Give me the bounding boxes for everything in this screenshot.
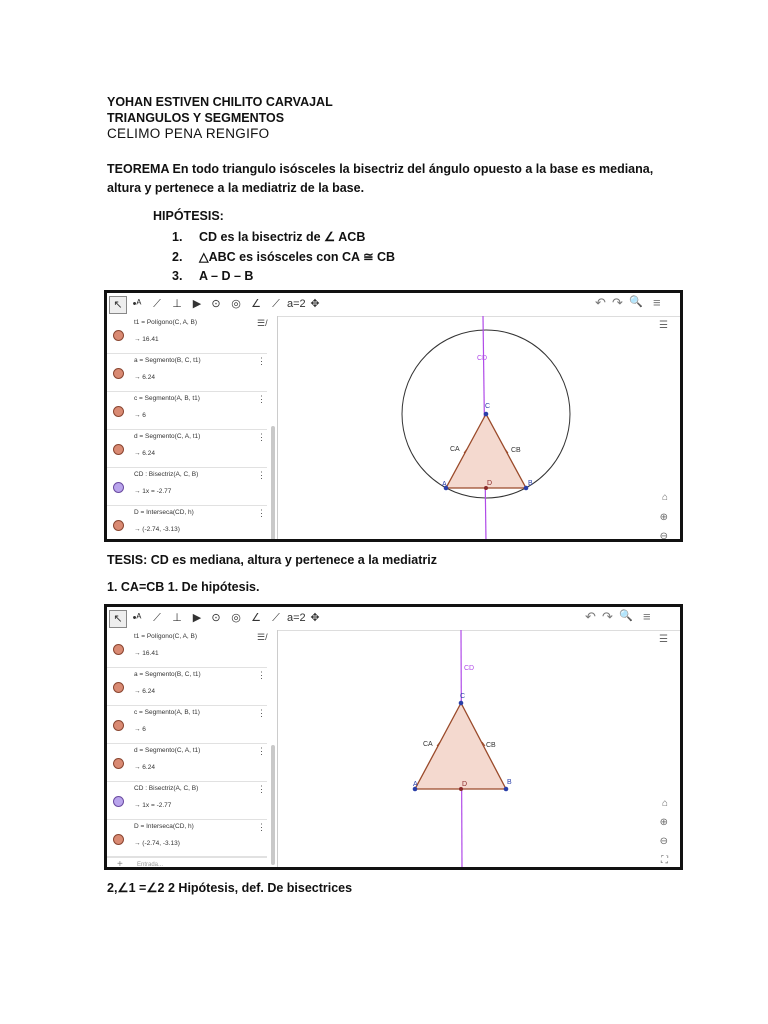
author-name: YOHAN ESTIVEN CHILITO CARVAJAL: [107, 95, 333, 109]
hypothesis-item: 3. A – D – B: [172, 269, 254, 283]
more-icon[interactable]: ⋮: [257, 670, 266, 680]
teacher-name: CELIMO PENA RENGIFO: [107, 126, 270, 141]
point-c[interactable]: [459, 701, 464, 706]
label-a: A: [442, 481, 447, 488]
input-bar[interactable]: [107, 856, 267, 870]
topic-title: TRIANGULOS Y SEGMENTOS: [107, 111, 285, 125]
hypothesis-list: [172, 228, 395, 287]
label-a: A: [413, 781, 418, 788]
more-icon[interactable]: ⋮: [257, 356, 266, 366]
visibility-toggle[interactable]: [113, 406, 124, 417]
label-b: B: [528, 480, 533, 487]
polygon-tool-icon[interactable]: ▶: [192, 298, 202, 310]
visibility-toggle[interactable]: [113, 330, 124, 341]
polygon-tool-icon[interactable]: ▶: [192, 612, 202, 624]
more-icon[interactable]: ⋮: [257, 394, 266, 404]
line-tool-icon[interactable]: ⟋: [153, 612, 161, 624]
visibility-toggle[interactable]: [113, 758, 124, 769]
algebra-row[interactable]: a = Segmento(B, C, t1) → 6.24 ⋮: [107, 668, 267, 706]
circle-three-points-icon[interactable]: ◎: [231, 612, 241, 624]
geogebra-window-1: [104, 290, 683, 542]
algebra-row[interactable]: t1 = Polígono(C, A, B) → 16.41: [107, 316, 267, 354]
style-bar-icon[interactable]: ☰: [659, 634, 668, 645]
menu-icon[interactable]: ≡: [653, 295, 661, 310]
geogebra-toolbar: [107, 293, 680, 317]
label-c: C: [485, 403, 491, 410]
circle-tool-icon[interactable]: ⊙: [211, 298, 221, 310]
redo-icon[interactable]: ↷: [612, 295, 623, 310]
hypothesis-item: 1. CD es la bisectriz de ∠ ACB: [172, 230, 366, 244]
zoom-in-icon[interactable]: ⊕: [659, 817, 668, 828]
label-d: D: [462, 781, 468, 788]
angle-tool-icon[interactable]: ∠: [251, 612, 261, 624]
visibility-toggle[interactable]: [113, 368, 124, 379]
more-icon[interactable]: ⋮: [257, 432, 266, 442]
label-b: B: [507, 779, 512, 786]
reflect-tool-icon[interactable]: ⟋: [272, 612, 280, 624]
geometry-figure: [278, 316, 683, 542]
home-icon[interactable]: ⌂: [661, 798, 668, 809]
slider-tool-icon[interactable]: a=2: [287, 298, 306, 310]
visibility-toggle[interactable]: [113, 644, 124, 655]
label-ca: CA: [423, 741, 433, 748]
algebra-row[interactable]: CD : Bisectriz(A, C, B) → 1x = -2.77 ⋮: [107, 782, 267, 820]
add-icon[interactable]: +: [117, 859, 123, 870]
visibility-toggle[interactable]: [113, 682, 124, 693]
line-tool-icon[interactable]: ⟋: [153, 298, 161, 310]
algebra-row[interactable]: CD : Bisectriz(A, C, B) → 1x = -2.77 ⋮: [107, 468, 267, 506]
move-view-icon[interactable]: ✥: [310, 612, 320, 624]
point-c[interactable]: [484, 412, 489, 417]
circle-three-points-icon[interactable]: ◎: [231, 298, 241, 310]
menu-icon[interactable]: ≡: [643, 609, 651, 624]
more-icon[interactable]: ⋮: [257, 822, 266, 832]
algebra-row[interactable]: a = Segmento(B, C, t1) → 6.24 ⋮: [107, 354, 267, 392]
visibility-toggle[interactable]: [113, 520, 124, 531]
visibility-toggle[interactable]: [113, 444, 124, 455]
proof-step-1: 1. CA=CB 1. De hipótesis.: [107, 580, 260, 594]
undo-icon[interactable]: ↶: [595, 295, 606, 310]
label-c: C: [460, 693, 466, 700]
perpendicular-tool-icon[interactable]: ⊥: [172, 612, 182, 624]
thesis-statement: TESIS: CD es mediana, altura y pertenece a la mediatriz: [107, 553, 437, 567]
algebra-row[interactable]: d = Segmento(C, A, t1) → 6.24 ⋮: [107, 430, 267, 468]
point-tool-icon[interactable]: •ᴬ: [132, 298, 142, 310]
home-icon[interactable]: ⌂: [661, 492, 668, 503]
more-icon[interactable]: ⋮: [257, 784, 266, 794]
undo-icon[interactable]: ↶: [585, 609, 596, 624]
visibility-toggle[interactable]: [113, 482, 124, 493]
visibility-toggle[interactable]: [113, 796, 124, 807]
geogebra-toolbar: [107, 607, 680, 631]
algebra-row[interactable]: D = Interseca(CD, h) → (-2.74, -3.13) ⋮: [107, 820, 267, 858]
reflect-tool-icon[interactable]: ⟋: [272, 298, 280, 310]
label-ca: CA: [450, 446, 460, 453]
algebra-menu-icon[interactable]: ☰/: [257, 632, 268, 642]
more-icon[interactable]: ⋮: [257, 508, 266, 518]
more-icon[interactable]: ⋮: [257, 708, 266, 718]
label-cb: CB: [486, 742, 496, 749]
algebra-menu-icon[interactable]: ☰/: [257, 318, 268, 328]
label-cb: CB: [511, 447, 521, 454]
search-icon[interactable]: 🔍: [629, 296, 643, 308]
more-icon[interactable]: ⋮: [257, 746, 266, 756]
move-tool-icon[interactable]: ↖: [109, 610, 127, 628]
move-tool-icon[interactable]: ↖: [109, 296, 127, 314]
search-icon[interactable]: 🔍: [619, 610, 633, 622]
label-d: D: [487, 480, 493, 487]
perpendicular-tool-icon[interactable]: ⊥: [172, 298, 182, 310]
label-cd: CD: [477, 355, 488, 362]
zoom-out-icon[interactable]: ⊖: [659, 836, 668, 847]
algebra-row[interactable]: d = Segmento(C, A, t1) → 6.24 ⋮: [107, 744, 267, 782]
algebra-scrollbar[interactable]: [271, 426, 275, 541]
hypothesis-title: HIPÓTESIS:: [153, 209, 224, 223]
algebra-row[interactable]: c = Segmento(A, B, t1) → 6 ⋮: [107, 706, 267, 744]
zoom-out-icon[interactable]: ⊖: [659, 531, 668, 542]
algebra-row[interactable]: t1 = Polígono(C, A, B) → 16.41: [107, 630, 267, 668]
zoom-in-icon[interactable]: ⊕: [659, 512, 668, 523]
algebra-view: [107, 630, 278, 870]
slider-tool-icon[interactable]: a=2: [287, 612, 306, 624]
input-placeholder[interactable]: Entrada...: [137, 862, 164, 868]
algebra-view: [107, 316, 278, 539]
redo-icon[interactable]: ↷: [602, 609, 613, 624]
geogebra-window-2: [104, 604, 683, 870]
algebra-row[interactable]: D = Interseca(CD, h) → (-2.74, -3.13) ⋮: [107, 506, 267, 542]
label-cd: CD: [464, 665, 475, 672]
algebra-scrollbar[interactable]: [271, 745, 275, 865]
visibility-toggle[interactable]: [113, 720, 124, 731]
fullscreen-icon[interactable]: ⛶: [661, 855, 668, 866]
more-icon[interactable]: ⋮: [257, 470, 266, 480]
graphics-view[interactable]: [278, 316, 680, 542]
style-bar-icon[interactable]: ☰: [659, 320, 668, 331]
graphics-view[interactable]: [278, 630, 680, 867]
angle-tool-icon[interactable]: ∠: [251, 298, 261, 310]
point-b[interactable]: [504, 787, 509, 792]
algebra-row[interactable]: c = Segmento(A, B, t1) → 6 ⋮: [107, 392, 267, 430]
move-view-icon[interactable]: ✥: [310, 298, 320, 310]
geometry-figure: [278, 630, 683, 870]
circle-tool-icon[interactable]: ⊙: [211, 612, 221, 624]
point-tool-icon[interactable]: •ᴬ: [132, 612, 142, 624]
proof-step-2: 2,∠1 =∠2 2 Hipótesis, def. De bisectrices: [107, 881, 353, 895]
theorem-statement: TEOREMA En todo triangulo isósceles la bisectriz del ángulo opuesto a la base es mediana, altura y pertenece a la mediatriz de la base.: [107, 162, 654, 195]
visibility-toggle[interactable]: [113, 834, 124, 845]
hypothesis-item: 2. △ABC es isósceles con CA ≅ CB: [172, 249, 396, 264]
